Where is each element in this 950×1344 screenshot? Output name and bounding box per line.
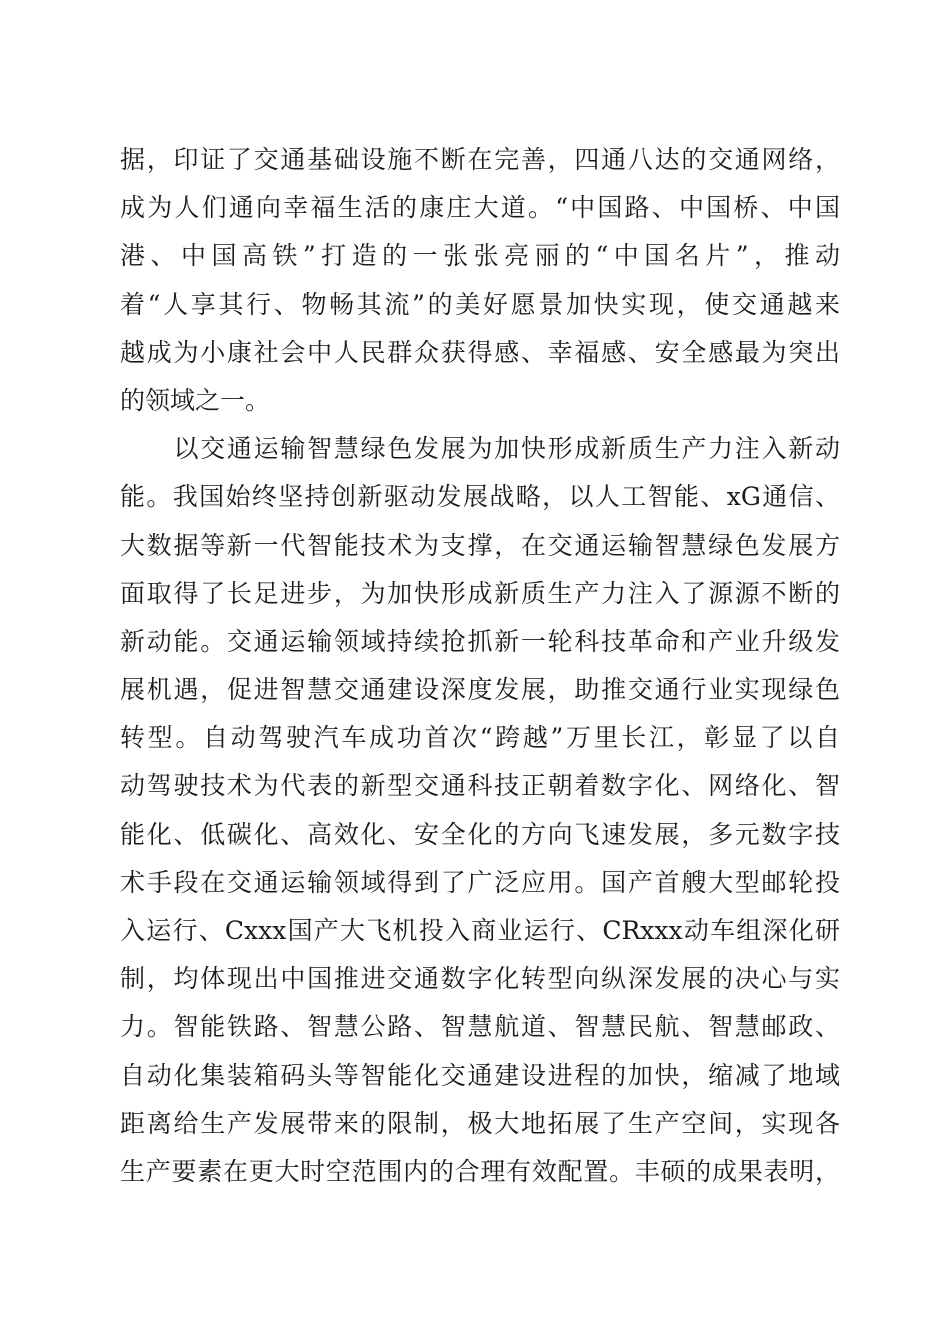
text-line: 距离给生产发展带来的限制，极大地拓展了生产空间，实现各: [120, 1108, 840, 1138]
text-line: 生产要素在更大时空范围内的合理有效配置。丰硕的成果表明，: [120, 1156, 840, 1186]
text-line: 动驾驶技术为代表的新型交通科技正朝着数字化、网络化、智: [120, 771, 840, 801]
text-line: 术手段在交通运输领域得到了广泛应用。国产首艘大型邮轮投: [120, 867, 840, 897]
text-line: 的领域之一。: [120, 385, 271, 415]
text-line: 以交通运输智慧绿色发展为加快形成新质生产力注入新动: [120, 434, 840, 464]
text-line: 大数据等新一代智能技术为支撑，在交通运输智慧绿色发展方: [120, 530, 840, 560]
text-line: 能化、低碳化、高效化、安全化的方向飞速发展，多元数字技: [120, 819, 840, 849]
paragraph-1: [120, 136, 840, 425]
text-line: 入运行、Cxxx国产大飞机投入商业运行、CRxxx动车组深化研: [120, 916, 840, 945]
text-line: 面取得了长足进步，为加快形成新质生产力注入了源源不断的: [120, 578, 840, 608]
text-line: 据，印证了交通基础设施不断在完善，四通八达的交通网络，: [120, 145, 840, 174]
text-line: 越成为小康社会中人民群众获得感、幸福感、安全感最为突出: [120, 337, 840, 367]
text-line: 成为人们通向幸福生活的康庄大道。“中国路、中国桥、中国: [120, 193, 840, 223]
text-line: 港、中国高铁”打造的一张张亮丽的“中国名片”，推动: [120, 241, 840, 271]
text-line: 力。智能铁路、智慧公路、智慧航道、智慧民航、智慧邮政、: [120, 1012, 840, 1042]
paragraph-2: [120, 425, 840, 1196]
text-line: 制，均体现出中国推进交通数字化转型向纵深发展的决心与实: [120, 964, 840, 994]
text-line: 展机遇，促进智慧交通建设深度发展，助推交通行业实现绿色: [120, 675, 840, 705]
text-line: 转型。自动驾驶汽车成功首次“跨越”万里长江，彰显了以自: [120, 723, 840, 753]
text-line: 着“人享其行、物畅其流”的美好愿景加快实现，使交通越来: [120, 289, 840, 319]
text-line: 新动能。交通运输领域持续抢抓新一轮科技革命和产业升级发: [120, 626, 840, 656]
text-line: 自动化集装箱码头等智能化交通建设进程的加快，缩减了地域: [120, 1060, 840, 1090]
text-line: 能。我国始终坚持创新驱动发展战略，以人工智能、xG通信、: [120, 482, 840, 512]
body-text: [120, 136, 840, 1196]
